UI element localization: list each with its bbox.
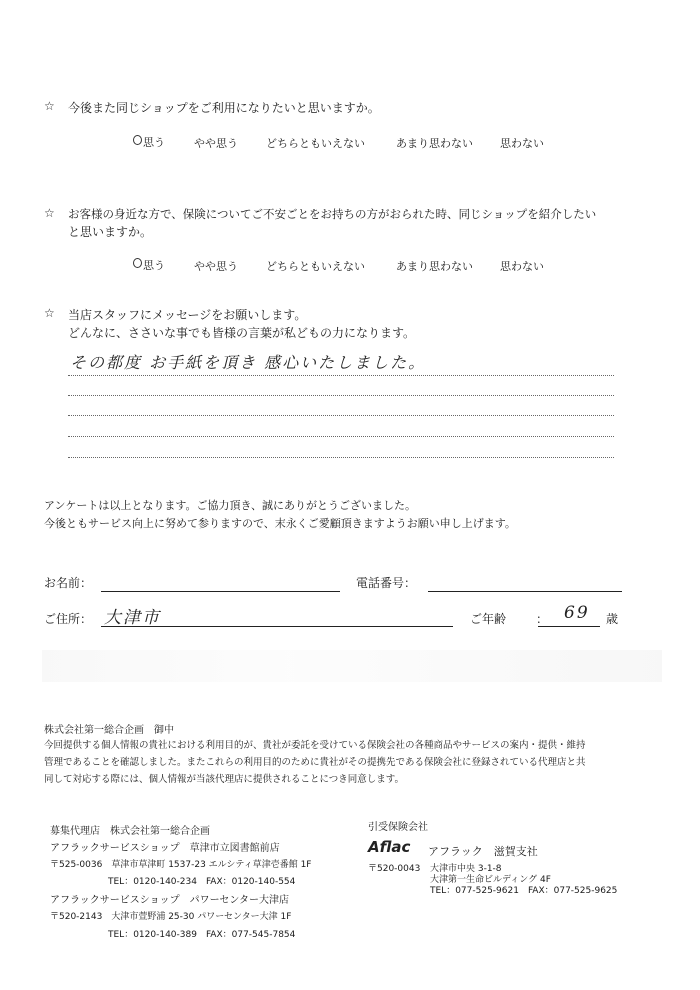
message-line xyxy=(68,436,614,437)
age-unit: 歳 xyxy=(606,612,619,626)
message-line xyxy=(68,415,614,416)
privacy-text xyxy=(44,737,586,788)
closing-line-1: アンケートは以上となります。ご協力頂き、誠にありがとうございました。 xyxy=(44,499,417,512)
name-field[interactable] xyxy=(101,591,340,592)
question-3-line-1: 当店スタッフにメッセージをお願いします。 xyxy=(68,308,307,322)
insurer-name: アフラック 滋賀支社 xyxy=(428,845,538,858)
privacy-addressee: 株式会社第一総合企画 御中 xyxy=(44,725,174,736)
circle-mark-icon xyxy=(133,135,142,145)
star-icon: ☆ xyxy=(44,99,55,113)
age-label: ご年齢 xyxy=(470,612,507,626)
insurer-address-2: 大津第一生命ビルディング 4F xyxy=(430,875,551,885)
q1-option-2[interactable]: やや思う xyxy=(194,137,238,150)
age-value[interactable]: 69 xyxy=(564,603,590,623)
age-colon: ： xyxy=(536,612,549,626)
privacy-line-2: 管理であることを確認しました。またこれらの利用目的のために貴社がその提携先である保険会社に登録されている代理店と共 xyxy=(44,757,586,768)
q1-option-5[interactable]: 思わない xyxy=(500,137,544,150)
circle-mark-icon xyxy=(133,258,142,268)
privacy-line-1: 今回提供する個人情報の貴社における利用目的が、貴社が委託を受けている保険会社の各種商品やサービスの案内・提供・維持 xyxy=(44,740,586,751)
faint-background-band xyxy=(42,650,662,682)
q1-option-4[interactable]: あまり思わない xyxy=(396,137,473,150)
handwritten-message[interactable]: その都度 お手紙を頂き 感心いたしました。 xyxy=(70,353,427,372)
closing-line-2: 今後ともサービス向上に努めて参りますので、末永くご愛顧頂きますようお願い申し上げます。 xyxy=(44,517,516,530)
question-2-line-1: お客様の身近な方で、保険についてご不安ごとをお持ちの方がおられた時、同じショップを紹介したい xyxy=(68,207,597,221)
insurer-postal: 〒520-0043 xyxy=(368,864,421,874)
insurer-header: 引受保険会社 xyxy=(368,822,428,833)
message-line xyxy=(68,457,614,458)
message-line xyxy=(68,375,614,376)
address-value[interactable]: 大津市 xyxy=(104,608,161,628)
aflac-logo: Aflac xyxy=(368,838,411,856)
shop-1-address: 〒525-0036 草津市草津町 1537-23 エルシティ草津壱番館 1F xyxy=(50,860,312,870)
star-icon: ☆ xyxy=(44,206,55,220)
name-label: お名前： xyxy=(44,576,93,590)
q2-option-1[interactable]: 思う xyxy=(133,257,165,273)
message-line xyxy=(68,395,614,396)
star-icon: ☆ xyxy=(44,306,55,320)
shop-2-tel: TEL：0120-140-389 FAX：077-545-7854 xyxy=(108,930,296,940)
shop-2-name: アフラックサービスショップ パワーセンター大津店 xyxy=(50,895,289,906)
phone-field[interactable] xyxy=(428,591,622,592)
privacy-line-3: 同して対応する際には、個人情報が当該代理店に提供されることにつき同意します。 xyxy=(44,774,405,785)
question-3-line-2: どんなに、ささいな事でも皆様の言葉が私どもの力になります。 xyxy=(68,326,416,340)
phone-label: 電話番号： xyxy=(356,576,417,590)
age-field[interactable] xyxy=(538,626,600,627)
agency-header: 募集代理店 株式会社第一総合企画 xyxy=(50,826,210,837)
q2-option-2[interactable]: やや思う xyxy=(194,260,238,273)
q2-option-4[interactable]: あまり思わない xyxy=(396,260,473,273)
q1-option-3[interactable]: どちらともいえない xyxy=(266,137,365,150)
address-field[interactable] xyxy=(101,626,453,627)
insurer-address-1: 大津市中央 3-1-8 xyxy=(430,864,502,874)
shop-2-address: 〒520-2143 大津市萱野浦 25-30 パワーセンター大津 1F xyxy=(50,912,292,922)
address-label: ご住所： xyxy=(44,612,93,626)
shop-1-tel: TEL：0120-140-234 FAX：0120-140-554 xyxy=(108,877,296,887)
q2-option-3[interactable]: どちらともいえない xyxy=(266,260,365,273)
q2-option-5[interactable]: 思わない xyxy=(500,260,544,273)
q1-option-1[interactable]: 思う xyxy=(133,134,165,150)
insurer-tel: TEL：077-525-9621 FAX：077-525-9625 xyxy=(430,886,618,896)
shop-1-name: アフラックサービスショップ 草津市立図書館前店 xyxy=(50,843,280,854)
question-1: 今後また同じショップをご利用になりたいと思いますか。 xyxy=(68,101,380,115)
question-2-line-2: と思いますか。 xyxy=(68,225,153,239)
